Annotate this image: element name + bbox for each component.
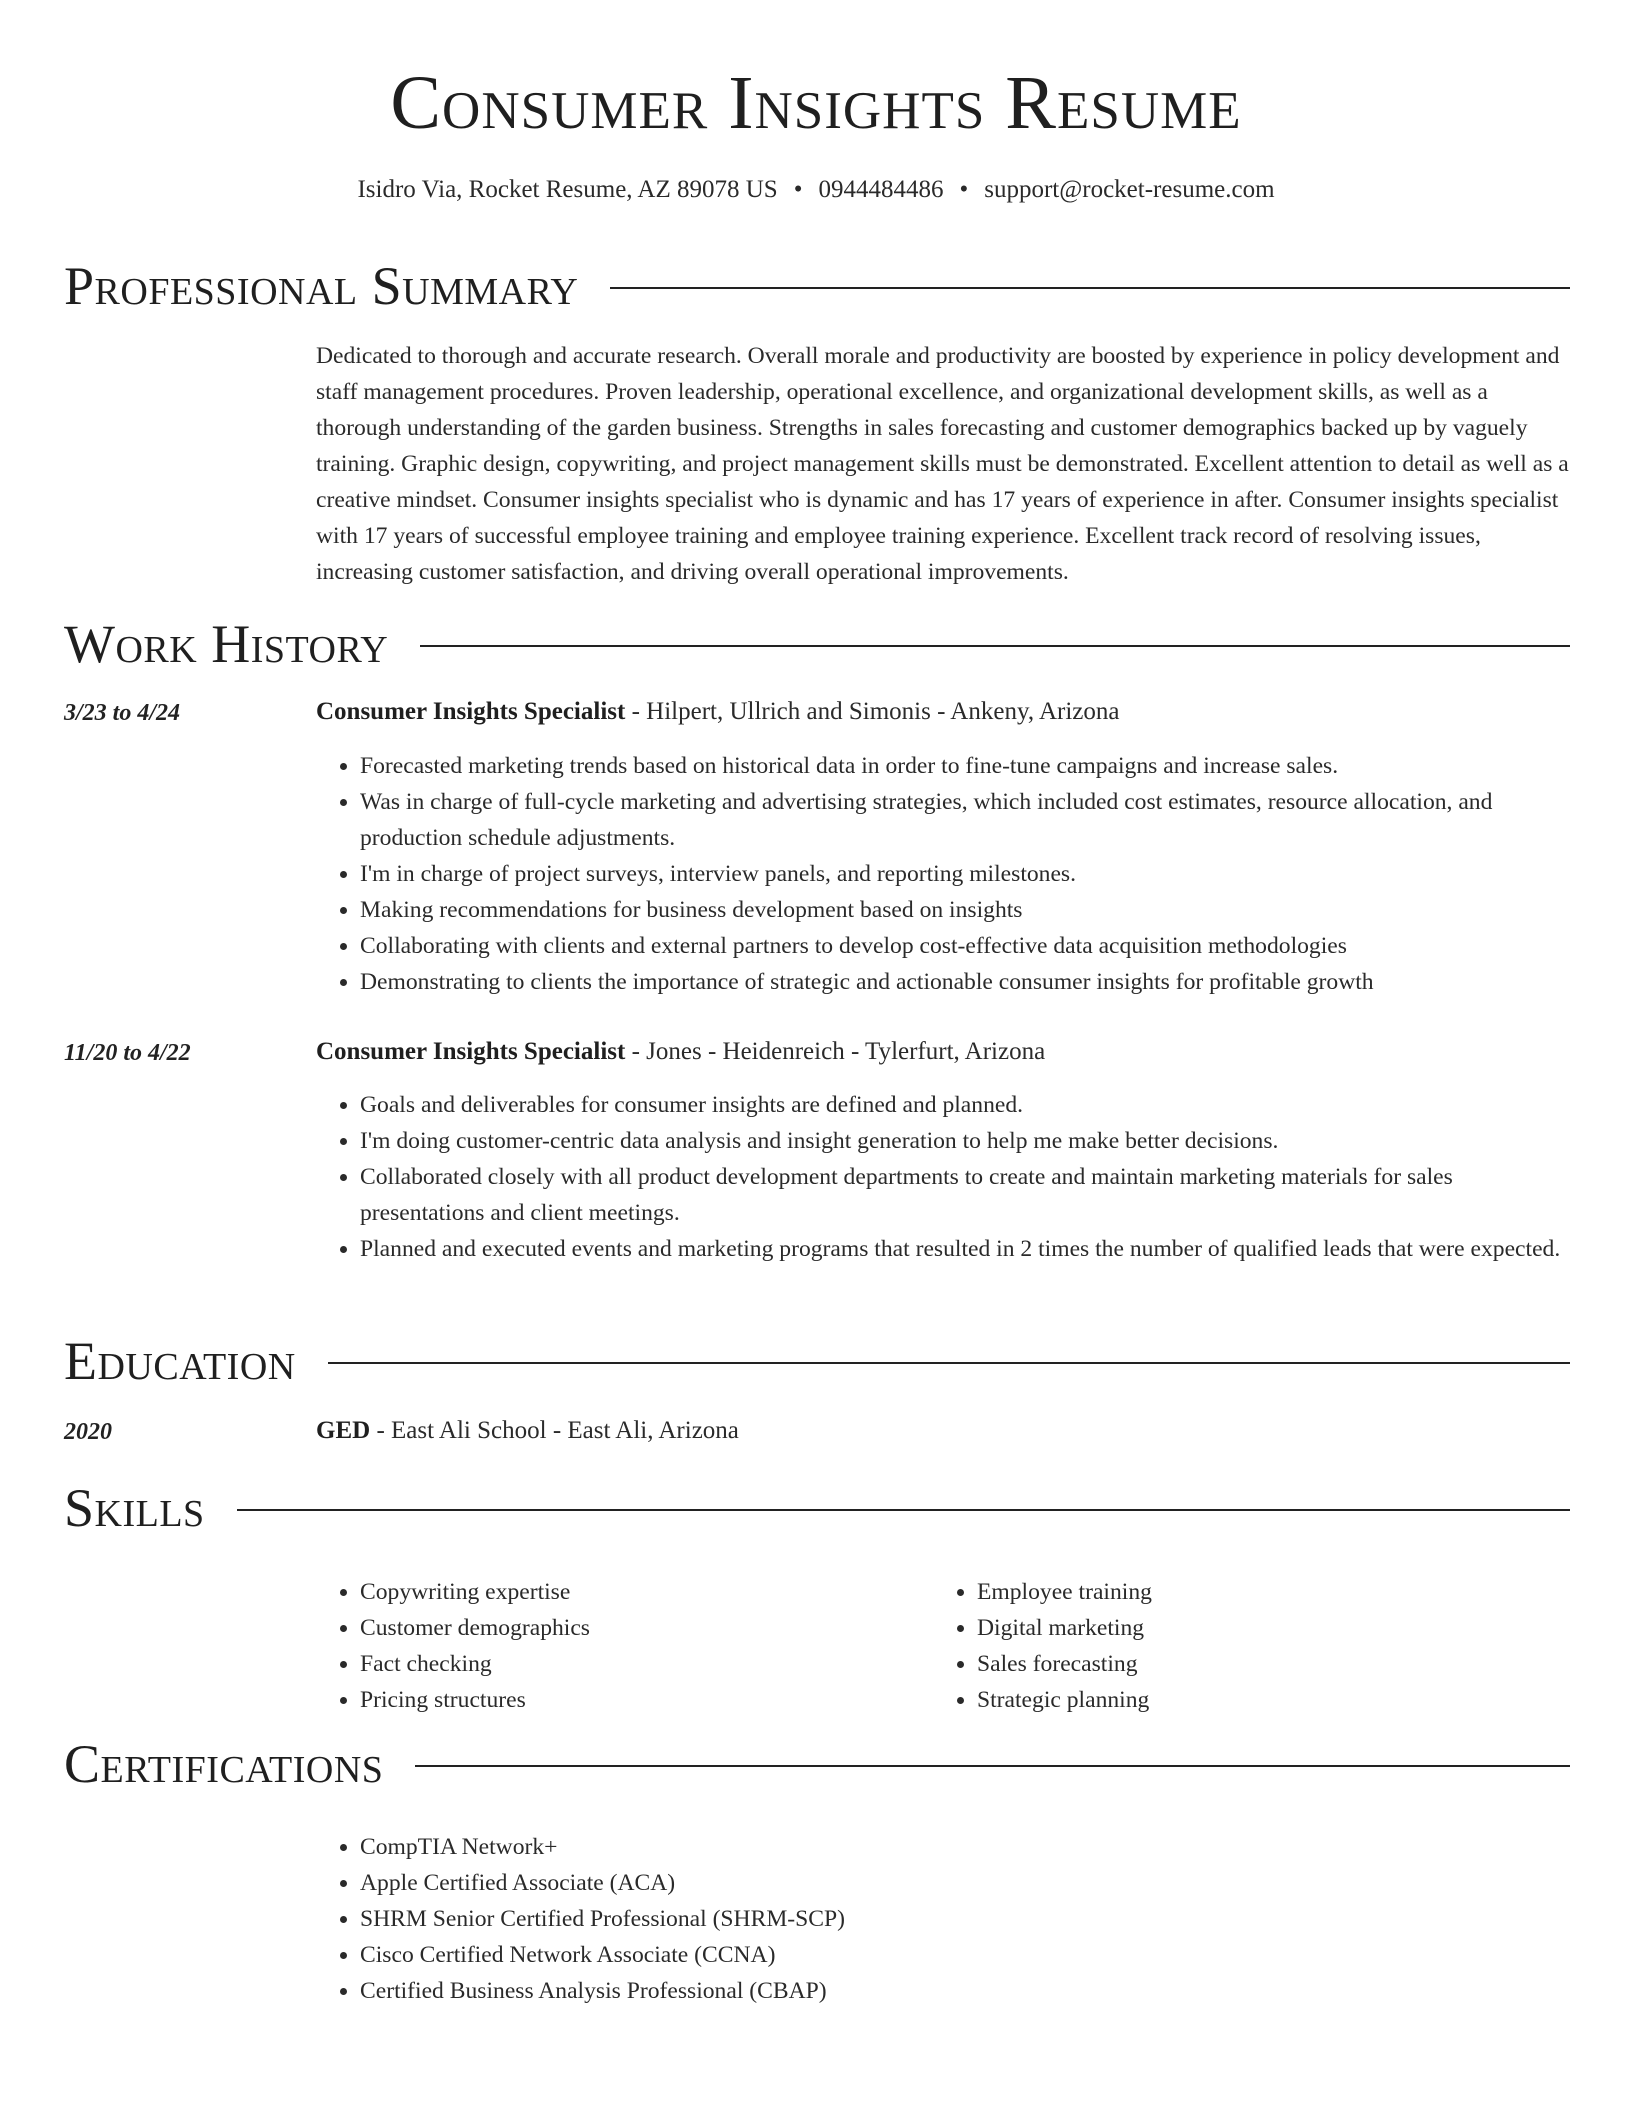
skill-item: • Sales forecasting (977, 1646, 1550, 1682)
job-details: - Jones - Heidenreich - Tylerfurt, Arizona (625, 1038, 1046, 1065)
certifications-list (316, 1829, 1570, 2009)
contact-line (0, 174, 1632, 206)
job-bullet: • I'm in charge of project surveys, interview panels, and reporting milestones. (360, 856, 1570, 892)
certification-item: • SHRM Senior Certified Professional (SHRM-SCP) (360, 1901, 1570, 1937)
section-divider (610, 287, 1570, 289)
job-title: Consumer Insights Specialist (316, 698, 626, 725)
job-dates: 11/20 to 4/22 (64, 1040, 191, 1066)
job-dates: 3/23 to 4/24 (64, 700, 181, 726)
skills-heading: Skills (64, 1478, 205, 1538)
job-bullet: • Goals and deliverables for consumer insights are defined and planned. (360, 1087, 1570, 1123)
job-bullet: • Forecasted marketing trends based on historical data in order to fine-tune campaigns and increase sales. (360, 748, 1570, 784)
resume-title: Consumer Insights Resume (390, 61, 1242, 145)
summary-text: Dedicated to thorough and accurate research. Overall morale and productivity are boosted by experience in policy development and staff management procedures. Proven leadership, operational excellence, and organizational development skills, as well as a thorough understanding of the garden business. Strengths in sales forecasting and customer demographics backed up by vaguely training. Graphic design, copywriting, and project management skills must be demonstrated. Excellent attention to detail as well as a creative mindset. Consumer insights specialist who is dynamic and has 17 years of experience in after. Consumer insights specialist with 17 years of successful employee training and employee training experience. Excellent track record of resolving issues, increasing customer satisfaction, and driving overall operational improvements. (316, 343, 1569, 585)
certification-item: • CompTIA Network+ (360, 1829, 1570, 1865)
job-bullets (316, 748, 1570, 1000)
skill-item: • Customer demographics (360, 1610, 933, 1646)
section-divider (237, 1509, 1570, 1511)
contact-separator: • (793, 176, 803, 203)
education-heading: Education (64, 1331, 296, 1391)
education-details: - East Ali School - East Ali, Arizona (370, 1417, 739, 1444)
job-bullet: • I'm doing customer-centric data analysis and insight generation to help me make better decisions. (360, 1123, 1570, 1159)
skills-grid (316, 1574, 1570, 1718)
skill-item: • Pricing structures (360, 1682, 933, 1718)
certification-item: • Apple Certified Associate (ACA) (360, 1865, 1570, 1901)
skill-item: • Copywriting expertise (360, 1574, 933, 1610)
skills-column-right (933, 1574, 1550, 1718)
education-degree: GED (316, 1417, 371, 1444)
contact-phone[interactable]: 0944484486 (818, 176, 944, 203)
summary-heading: Professional Summary (64, 256, 579, 316)
job-bullet: • Demonstrating to clients the importance of strategic and actionable consumer insights for profitable growth (360, 964, 1570, 1000)
job-bullet: • Was in charge of full-cycle marketing and advertising strategies, which included cost estimates, resource allocation, and production schedule adjustments. (360, 784, 1570, 856)
job-header (316, 694, 1570, 730)
contact-email[interactable]: support@rocket-resume.com (984, 176, 1275, 203)
section-divider (415, 1765, 1570, 1767)
certification-item: • Cisco Certified Network Associate (CCNA) (360, 1937, 1570, 1973)
work-section-header (64, 612, 1570, 676)
job-title: Consumer Insights Specialist (316, 1038, 626, 1065)
section-divider (328, 1362, 1570, 1364)
education-section-header (64, 1329, 1570, 1393)
skills-section-header (64, 1476, 1570, 1540)
certifications-section-header (64, 1732, 1570, 1796)
certifications-heading: Certifications (64, 1734, 384, 1794)
job-bullet: • Making recommendations for business development based on insights (360, 892, 1570, 928)
skill-item: • Strategic planning (977, 1682, 1550, 1718)
summary-section-header (64, 254, 1570, 318)
skills-column-left (316, 1574, 933, 1718)
skill-item: • Fact checking (360, 1646, 933, 1682)
job-bullet: • Collaborated closely with all product development departments to create and maintain marketing materials for sales presentations and client meetings. (360, 1159, 1570, 1231)
job-header (316, 1034, 1570, 1070)
job-bullets (316, 1087, 1570, 1267)
job-bullet: • Planned and executed events and marketing programs that resulted in 2 times the number of qualified leads that were expected. (360, 1231, 1570, 1267)
skill-item: • Employee training (977, 1574, 1550, 1610)
contact-address: Isidro Via, Rocket Resume, AZ 89078 US (357, 176, 778, 203)
skill-item: • Digital marketing (977, 1610, 1550, 1646)
job-details: - Hilpert, Ullrich and Simonis - Ankeny, Arizona (625, 698, 1120, 725)
education-header (316, 1413, 1570, 1449)
contact-separator: • (959, 176, 969, 203)
certification-item: • Certified Business Analysis Professional (CBAP) (360, 1973, 1570, 2009)
section-divider (420, 645, 1570, 647)
work-heading: Work History (64, 614, 389, 674)
job-bullet: • Collaborating with clients and external partners to develop cost-effective data acquisition methodologies (360, 928, 1570, 964)
education-year: 2020 (64, 1419, 112, 1445)
